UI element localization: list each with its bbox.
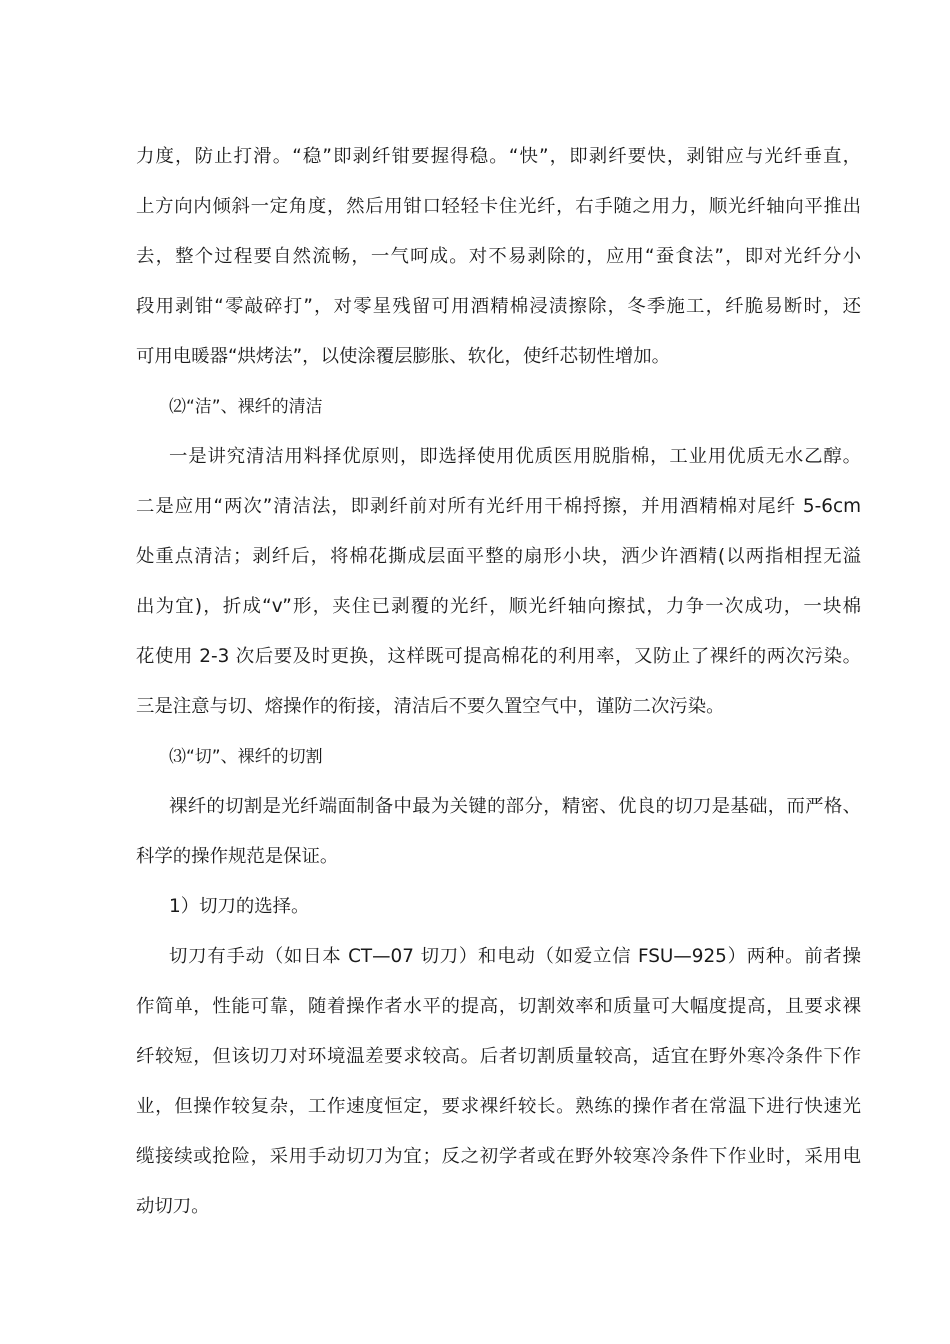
paragraph-line: 切刀有手动（如日本 CT—07 切刀）和电动（如爱立信 FSU—925）两种。前者操: [169, 946, 861, 967]
paragraph-line: 二是应用“两次”清洁法，即剥纤前对所有光纤用干棉捋擦，并用酒精棉对尾纤 5-6cm: [136, 496, 861, 517]
paragraph-line: 上方向内倾斜一定角度，然后用钳口轻轻卡住光纤，右手随之用力，顺光纤轴向平推出: [136, 196, 861, 217]
paragraph-line: 三是注意与切、熔操作的衔接，清洁后不要久置空气中，谨防二次污染。: [136, 696, 725, 717]
paragraph-line: 段用剥钳“零敲碎打”，对零星残留可用酒精棉浸渍擦除，冬季施工，纤脆易断时，还: [136, 296, 861, 317]
section-heading: ⑶“切”、裸纤的切割: [169, 747, 323, 767]
paragraph-line: 可用电暖器“烘烤法”，以使涂覆层膨胀、软化，使纤芯韧性增加。: [136, 346, 670, 367]
paragraph-line: 缆接续或抢险，采用手动切刀为宜；反之初学者或在野外较寒冷条件下作业时，采用电: [136, 1146, 861, 1167]
paragraph-line: 裸纤的切割是光纤端面制备中最为关键的部分，精密、优良的切刀是基础，而严格、: [169, 796, 861, 817]
paragraph-line: 纤较短，但该切刀对环境温差要求较高。后者切割质量较高，适宜在野外寒冷条件下作: [136, 1046, 861, 1067]
section-heading: ⑵“洁”、裸纤的清洁: [169, 397, 323, 417]
paragraph-line: 动切刀。: [136, 1196, 210, 1217]
paragraph-line: 业，但操作较复杂，工作速度恒定，要求裸纤较长。熟练的操作者在常温下进行快速光: [136, 1096, 861, 1117]
paragraph-line: 作简单，性能可靠，随着操作者水平的提高，切割效率和质量可大幅度提高，且要求裸: [136, 996, 861, 1017]
paragraph-line: 一是讲究清洁用料择优原则，即选择使用优质医用脱脂棉，工业用优质无水乙醇。: [169, 446, 861, 467]
paragraph-line: 处重点清洁；剥纤后，将棉花撕成层面平整的扇形小块，洒少许酒精(以两指相捏无溢: [136, 546, 861, 567]
paragraph-line: 力度，防止打滑。“稳”即剥纤钳要握得稳。“快”，即剥纤要快，剥钳应与光纤垂直，: [136, 146, 861, 167]
paragraph-line: 花使用 2-3 次后要及时更换，这样既可提高棉花的利用率，又防止了裸纤的两次污染。: [136, 646, 861, 667]
subsection-heading: 1）切刀的选择。: [169, 896, 310, 917]
paragraph-line: 科学的操作规范是保证。: [136, 846, 339, 867]
paragraph-line: 去，整个过程要自然流畅，一气呵成。对不易剥除的，应用“蚕食法”，即对光纤分小: [136, 246, 861, 267]
paragraph-line: 出为宜)，折成“v”形，夹住已剥覆的光纤，顺光纤轴向擦拭，力争一次成功，一块棉: [136, 596, 861, 617]
